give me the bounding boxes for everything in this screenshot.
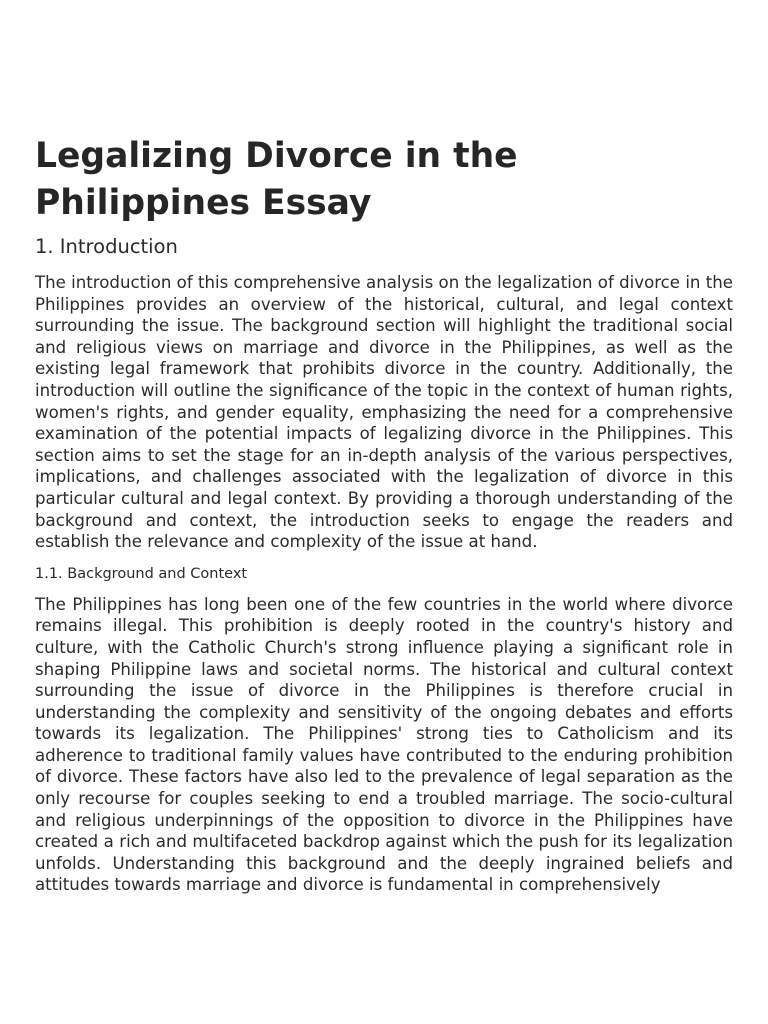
- background-paragraph: The Philippines has long been one of the few countries in the world where divorce remains illegal. This prohibition is deeply rooted in the country's history and culture, with the Catholic Church's strong influence playing a significant role in shaping Philippine laws and societal norms. The historical and cultural context surrounding the issue of divorce in the Philippines is therefore crucial in understanding the complexity and sensitivity of the ongoing debates and efforts towards its legalization. The Philippines' strong ties to Catholicism and its adherence to traditional family values have contributed to the enduring prohibition of divorce. These factors have also led to the prevalence of legal separation as the only recourse for couples seeking to end a troubled marriage. The socio-cultural and religious underpinnings of the opposition to divorce in the Philippines have created a rich and multifaceted backdrop against which the push for its legalization unfolds. Understanding this background and the deeply ingrained beliefs and attitudes towards marriage and divorce is fundamental in comprehensively: [35, 594, 733, 895]
- section-heading-introduction: 1. Introduction: [35, 235, 178, 258]
- introduction-paragraph: The introduction of this comprehensive analysis on the legalization of divorce in the Philippines provides an overview of the historical, cultural, and legal context surrounding the issue. The background section will highlight the traditional social and religious views on marriage and divorce in the Philippines, as well as the existing legal framework that prohibits divorce in the country. Additionally, the introduction will outline the significance of the topic in the context of human rights, women's rights, and gender equality, emphasizing the need for a comprehensive examination of the potential impacts of legalizing divorce in the Philippines. This section aims to set the stage for an in-depth analysis of the various perspectives, implications, and challenges associated with the legalization of divorce in this particular cultural and legal context. By providing a thorough understanding of the background and context, the introduction seeks to engage the readers and establish the relevance and complexity of the issue at hand.: [35, 273, 733, 552]
- document-page: [35, 133, 733, 896]
- subsection-heading-background: 1.1. Background and Context: [35, 565, 248, 582]
- document-title: Legalizing Divorce in the Philippines Essay: [35, 136, 518, 223]
